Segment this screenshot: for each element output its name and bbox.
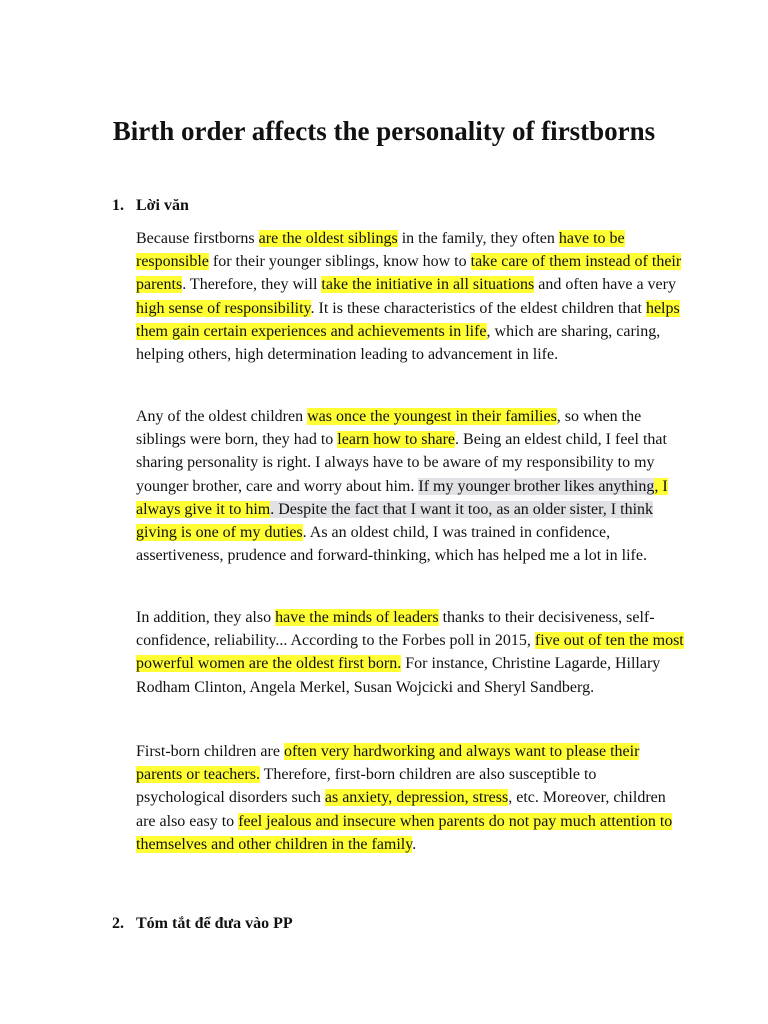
paragraph-3 xyxy=(136,606,684,699)
highlighted-text: take the initiative in all situations xyxy=(321,276,535,294)
text-run: , which are sharing, caring, helping others, high determination leading to advancement in life. xyxy=(136,322,661,364)
highlighted-text: feel jealous and insecure when parents do not pay much attention to themselves and other children in the family xyxy=(136,812,673,853)
text-run: for their younger siblings, know how to xyxy=(208,253,471,271)
text-run: in the family, they often xyxy=(397,230,559,247)
section-number: 1. xyxy=(112,197,124,214)
text-run: , so when the siblings were born, they had to xyxy=(136,408,642,449)
text-run: . xyxy=(412,835,417,853)
paragraph-1 xyxy=(136,227,684,366)
text-run: For instance, Christine Lagarde, Hillary Rodham Clinton, Angela Merkel, Susan Wojcicki and Sheryl Sandberg. xyxy=(136,655,661,696)
highlighted-text: five out of ten the most powerful women are the oldest first born. xyxy=(136,632,684,673)
text-run: . Therefore, they will xyxy=(182,276,322,294)
highlighted-text: was once the youngest in their families xyxy=(307,408,557,425)
highlighted-text: as anxiety, depression, stress xyxy=(324,789,509,807)
text-run: , etc. Moreover, children are also easy to xyxy=(136,789,666,830)
highlighted-text: , I always give it to him xyxy=(136,477,668,518)
highlighted-text: helps them gain certain experiences and achievements in life xyxy=(136,299,680,340)
gray-highlighted-text: If my younger brother likes anything xyxy=(418,477,655,495)
section-heading-1 xyxy=(112,195,189,217)
text-run: Any of the oldest children xyxy=(136,408,308,425)
highlighted-text: have to be responsible xyxy=(136,230,625,271)
document-title: Birth order affects the personality of firstborns xyxy=(112,116,656,146)
section-number: 2. xyxy=(112,915,124,932)
highlighted-text: often very hardworking and always want to please their parents or teachers. xyxy=(136,743,640,784)
section-heading-2 xyxy=(112,913,293,935)
section-label: Lời văn xyxy=(136,197,189,214)
highlighted-text: giving is one of my duties xyxy=(136,524,303,542)
text-run: Because firstborns xyxy=(136,230,259,247)
highlighted-text: have the minds of leaders xyxy=(275,609,439,626)
section-label: Tóm tắt để đưa vào PP xyxy=(136,915,293,932)
text-run: Therefore, first-born children are also susceptible to psychological disorders such xyxy=(136,766,597,807)
paragraph-2 xyxy=(136,405,684,567)
text-run: . As an oldest child, I was trained in confidence, assertiveness, prudence and forward-thinking, which has helped me a lot in life. xyxy=(136,524,647,565)
text-run: thanks to their decisiveness, self-confidence, reliability... According to the Forbes poll in 2015, xyxy=(136,609,655,650)
highlighted-text: high sense of responsibility xyxy=(136,299,311,317)
highlighted-text: take care of them instead of their parents xyxy=(136,253,682,294)
highlighted-text: learn how to share xyxy=(337,431,456,449)
text-run: and often have a very xyxy=(534,276,676,294)
paragraph-4 xyxy=(136,740,684,856)
text-run: First-born children are xyxy=(136,743,284,760)
highlighted-text: are the oldest siblings xyxy=(258,230,398,247)
text-run: . Being an eldest child, I feel that sharing personality is right. I always have to be aware of my responsibility to my younger brother, care and worry about him. xyxy=(136,431,667,495)
gray-highlighted-text: . Despite the fact that I want it too, as an older sister, I think xyxy=(270,500,654,518)
text-run: . It is these characteristics of the eldest children that xyxy=(310,299,646,317)
text-run: In addition, they also xyxy=(136,609,276,626)
